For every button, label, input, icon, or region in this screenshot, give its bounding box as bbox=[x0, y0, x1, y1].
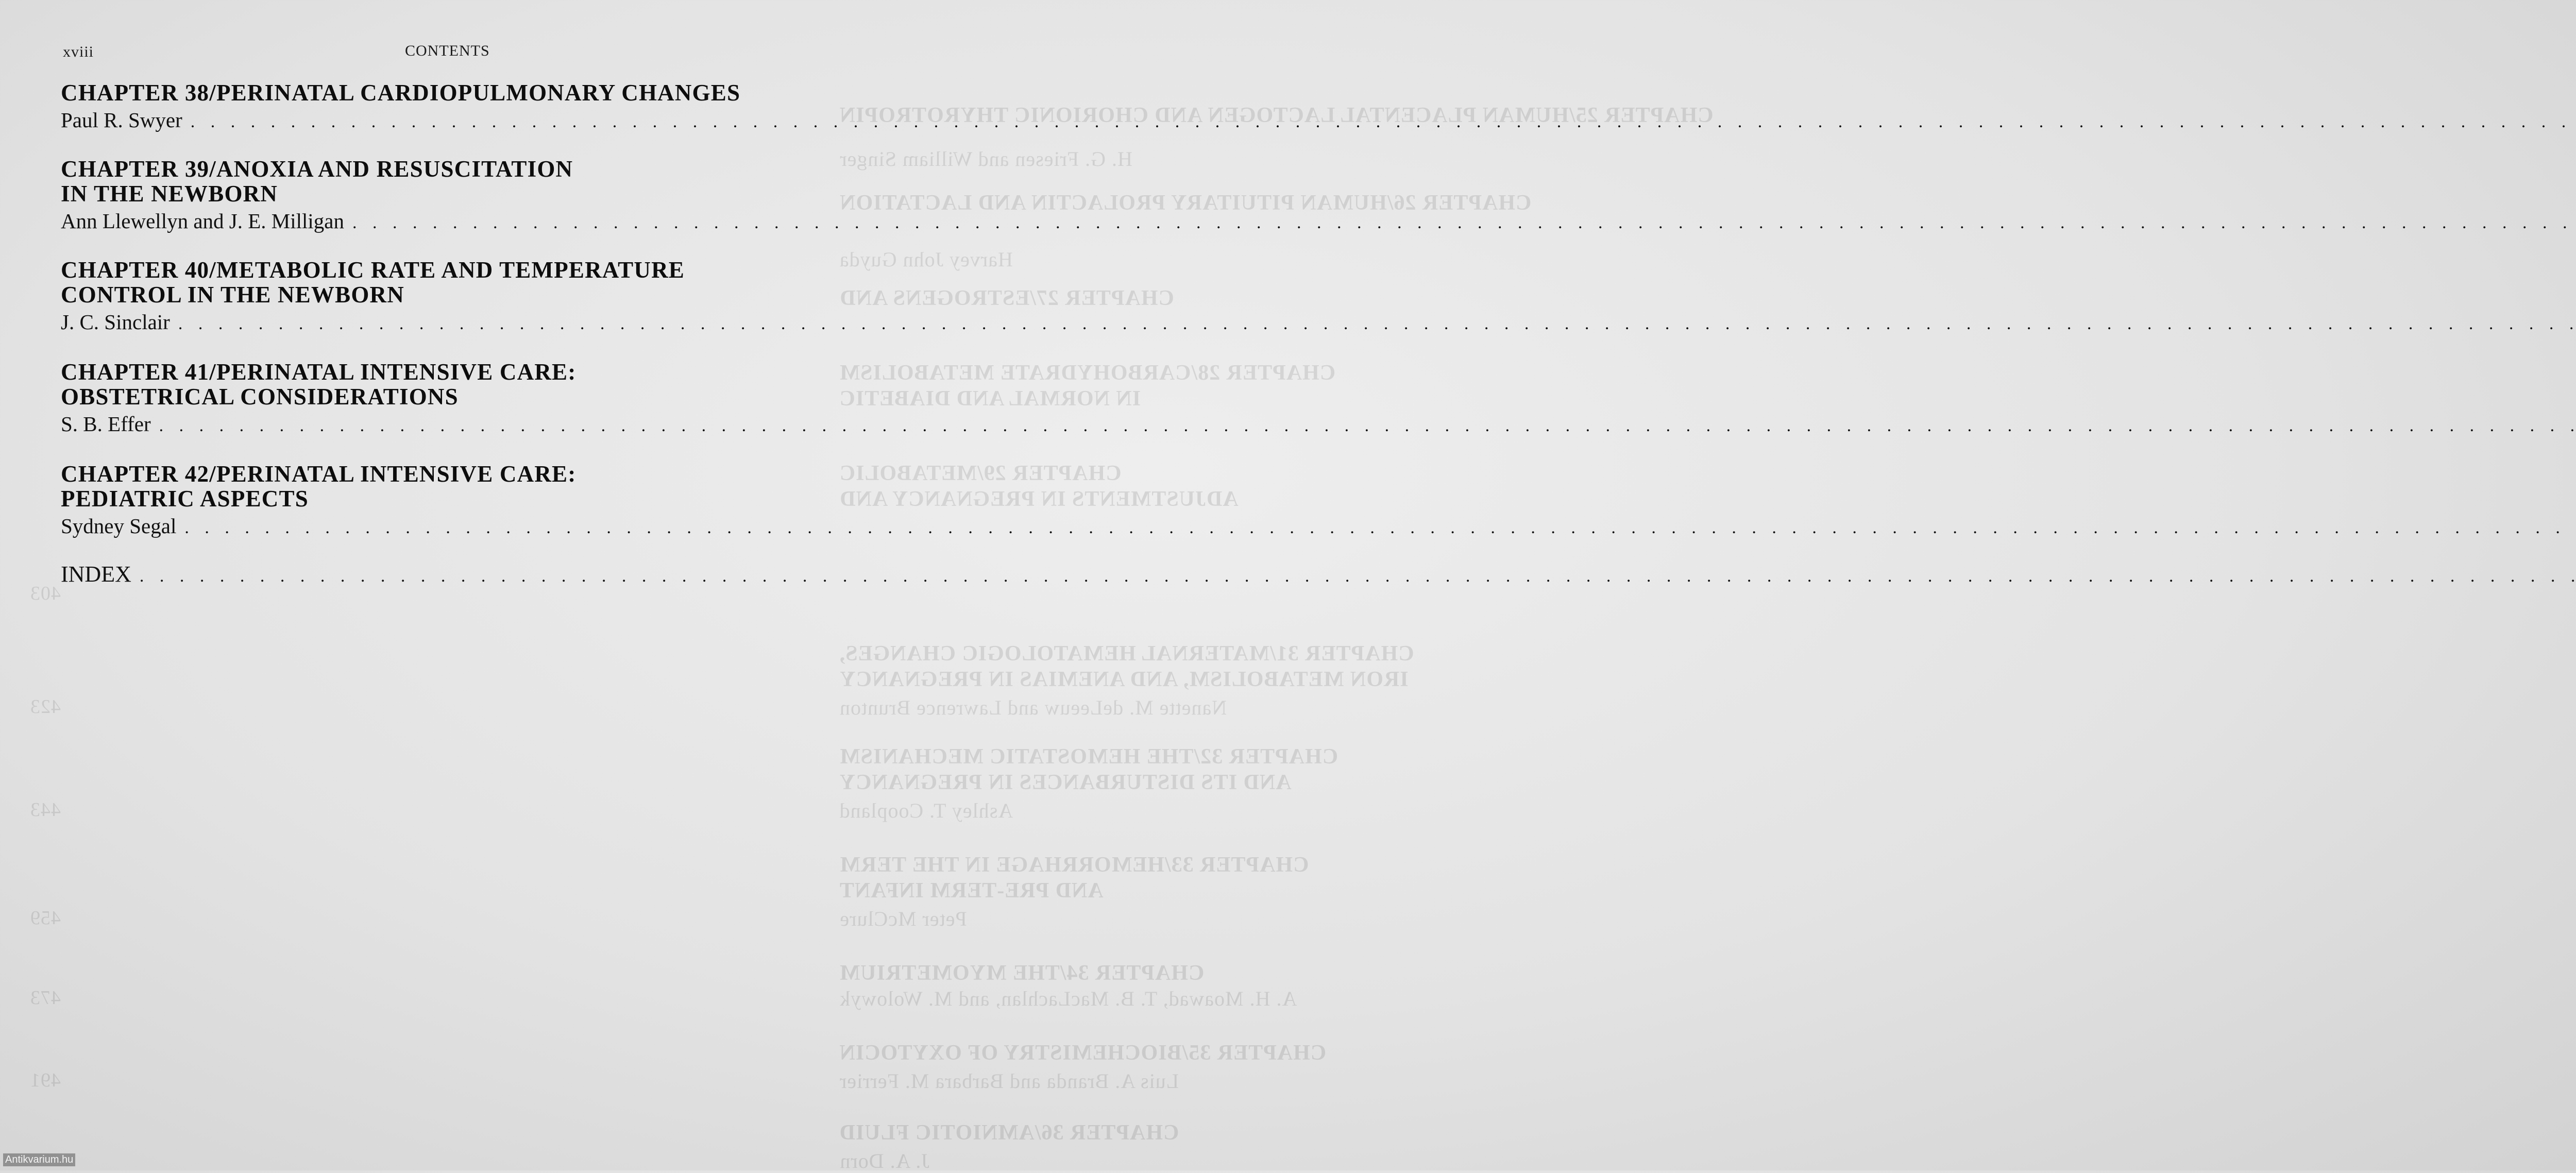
chapter-title-line: PEDIATRIC ASPECTS bbox=[61, 486, 309, 512]
chapter-authors: Sydney Segal bbox=[61, 514, 177, 538]
chapter-title-line: CHAPTER 42/PERINATAL INTENSIVE CARE: bbox=[61, 461, 577, 487]
chapter-title-line: CHAPTER 41/PERINATAL INTENSIVE CARE: bbox=[61, 359, 577, 385]
chapter-title bbox=[61, 360, 844, 409]
dot-leader bbox=[191, 109, 2576, 135]
chapter-authors: Paul R. Swyer bbox=[61, 108, 182, 132]
author-row bbox=[61, 309, 844, 337]
toc-entry-chapter-42 bbox=[61, 462, 844, 541]
chapter-title bbox=[61, 462, 844, 511]
chapter-authors: Ann Llewellyn and J. E. Milligan bbox=[61, 209, 344, 233]
dot-leader bbox=[159, 413, 2576, 439]
dot-leader bbox=[140, 564, 2576, 589]
table-of-contents bbox=[61, 80, 844, 589]
dot-leader bbox=[184, 515, 2576, 541]
dot-leader bbox=[352, 210, 2576, 236]
chapter-title bbox=[61, 258, 844, 307]
chapter-title-line: CHAPTER 38/PERINATAL CARDIOPULMONARY CHANGES bbox=[61, 80, 741, 106]
index-row bbox=[61, 562, 844, 589]
toc-entry-chapter-40 bbox=[61, 258, 844, 337]
author-row bbox=[61, 513, 844, 541]
index-label: INDEX bbox=[61, 562, 131, 587]
watermark-label: Antikvarium.hu bbox=[3, 1153, 75, 1166]
chapter-title-line: CONTROL IN THE NEWBORN bbox=[61, 282, 404, 308]
dot-leader bbox=[178, 311, 2576, 337]
running-head-title: CONTENTS bbox=[405, 42, 490, 59]
show-through-texture: CHAPTER 25/HUMAN PLACENTAL LACTOGEN AND CHORIONIC THYROTROPIN H. G. Friesen and William Singer CHAPTER 26/HUMAN PITUITARY PROLACTIN AND LACTATION Harvey John Guyda CHAPTER 27/ESTROGENS AND CHAPTER 28/CARBOHYDRATE METABOLISM IN NORMAL AND DIABETIC CHAPTER 29/METABOLIC ADJUSTMENTS IN PREGNANCY AND CHAPTER 31/MATERNAL HEMATOLOGIC CHANGES, IRON METABOLISM, AND ANEMIAS IN PREGNANCY Nanette M. deLeeuw and Lawrence Brunton CHAPTER 32/THE HEMOSTATIC MECHANISM AND ITS DISTURBANCES IN PREGNANCY Ashley T. Coopland CHAPTER 33/HEMORRHAGE IN THE TERM AND PRE-TERM INFANT Peter McClure CHAPTER 34/THE MYOMETRIUM A. H. Moawad, T. B. MacLachlan, and M. Wolowyk CHAPTER 35/BIOCHEMISTRY OF OXYTOCIN Luis A. Branda and Barbara M. Ferrier CHAPTER 36/AMNIOTIC FLUID J. A. Dorn 403 423 443 459 473 491 bbox=[30, 104, 1714, 1172]
chapter-title bbox=[61, 80, 844, 105]
toc-entry-chapter-38 bbox=[61, 80, 844, 135]
chapter-title-line: OBSTETRICAL CONSIDERATIONS bbox=[61, 384, 459, 410]
author-row bbox=[61, 208, 844, 236]
running-head bbox=[61, 41, 844, 62]
chapter-title-line: IN THE NEWBORN bbox=[61, 181, 278, 207]
author-row bbox=[61, 411, 844, 439]
chapter-title bbox=[61, 157, 844, 206]
chapter-title-line: CHAPTER 40/METABOLIC RATE AND TEMPERATURE bbox=[61, 257, 685, 283]
toc-entry-chapter-41 bbox=[61, 360, 844, 439]
chapter-authors: S. B. Effer bbox=[61, 412, 151, 436]
chapter-title-line: CHAPTER 39/ANOXIA AND RESUSCITATION bbox=[61, 156, 573, 182]
toc-entry-chapter-39 bbox=[61, 157, 844, 236]
toc-entry-index bbox=[61, 562, 844, 589]
author-row bbox=[61, 107, 844, 135]
chapter-authors: J. C. Sinclair bbox=[61, 310, 170, 334]
page-folio: xviii bbox=[63, 43, 94, 60]
